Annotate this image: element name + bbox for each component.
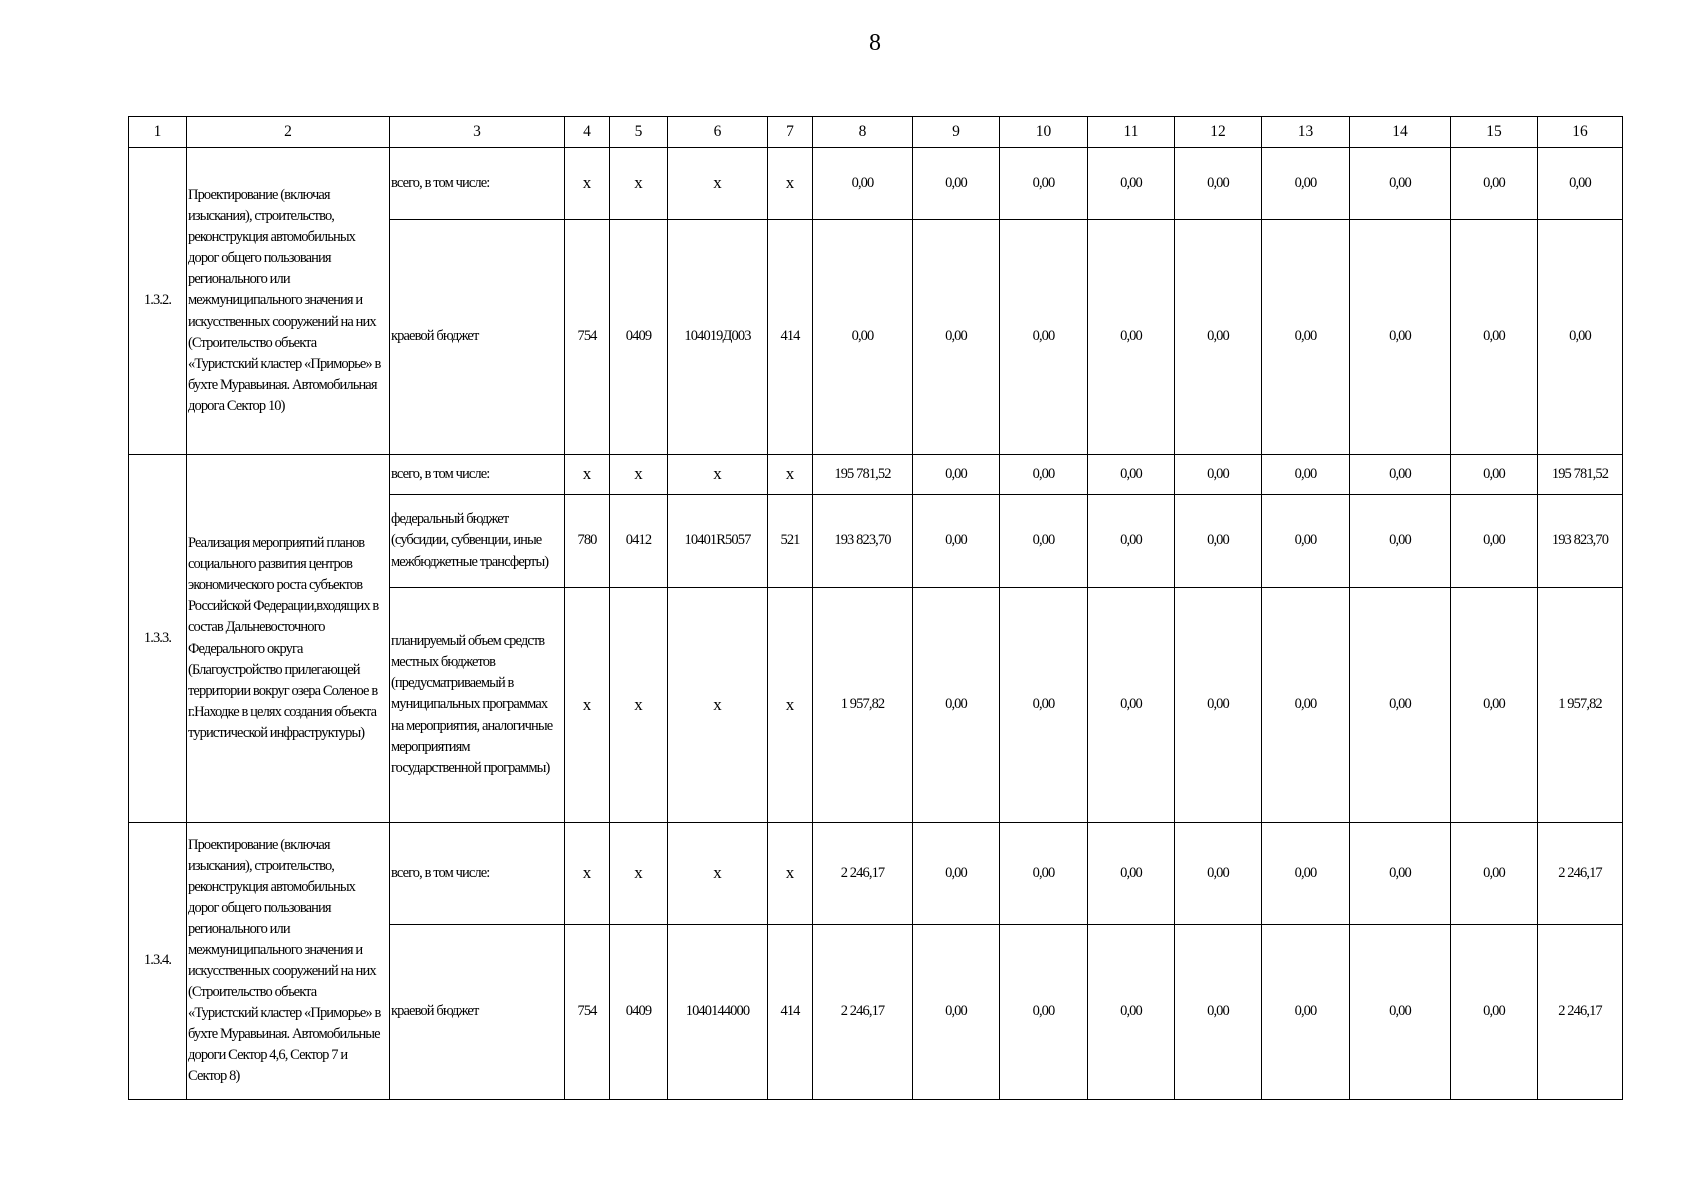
value-cell: 0,00 xyxy=(1451,220,1538,455)
value-cell: 0,00 xyxy=(1451,588,1538,823)
funding-source: федеральный бюджет (субсидии, субвенции, иные межбюджетные трансферты) xyxy=(390,495,565,588)
code-cell: х xyxy=(565,588,610,823)
value-cell: 0,00 xyxy=(1451,455,1538,495)
value-cell: 0,00 xyxy=(1000,588,1088,823)
value-cell: 0,00 xyxy=(1350,495,1451,588)
value-cell: 0,00 xyxy=(1000,823,1088,925)
code-cell: 1040144000 xyxy=(668,925,768,1100)
code-cell: х xyxy=(565,148,610,220)
value-cell: 0,00 xyxy=(1350,455,1451,495)
value-cell: 0,00 xyxy=(1088,588,1175,823)
value-cell: 0,00 xyxy=(913,823,1000,925)
code-cell: х xyxy=(565,823,610,925)
code-cell: х xyxy=(610,823,668,925)
value-cell: 1 957,82 xyxy=(813,588,913,823)
column-number: 9 xyxy=(913,117,1000,148)
budget-table xyxy=(128,116,1623,1100)
funding-source: краевой бюджет xyxy=(390,220,565,455)
row-index: 1.3.3. xyxy=(129,455,187,823)
value-cell: 0,00 xyxy=(1088,148,1175,220)
value-cell: 0,00 xyxy=(1000,925,1088,1100)
funding-source: краевой бюджет xyxy=(390,925,565,1100)
value-cell: 0,00 xyxy=(1175,495,1262,588)
code-cell: х xyxy=(610,455,668,495)
code-cell: х xyxy=(668,455,768,495)
table-row xyxy=(129,455,1623,495)
column-number: 4 xyxy=(565,117,610,148)
column-number: 13 xyxy=(1262,117,1350,148)
value-cell: 0,00 xyxy=(1350,588,1451,823)
code-cell: 10401R5057 xyxy=(668,495,768,588)
value-cell: 0,00 xyxy=(1175,455,1262,495)
value-cell: 0,00 xyxy=(1175,220,1262,455)
value-cell: 0,00 xyxy=(1350,220,1451,455)
code-cell: 780 xyxy=(565,495,610,588)
value-cell: 0,00 xyxy=(1088,495,1175,588)
value-cell: 193 823,70 xyxy=(1538,495,1623,588)
column-number: 1 xyxy=(129,117,187,148)
value-cell: 0,00 xyxy=(913,588,1000,823)
code-cell: х xyxy=(668,588,768,823)
row-index: 1.3.2. xyxy=(129,148,187,455)
column-number: 10 xyxy=(1000,117,1088,148)
value-cell: 0,00 xyxy=(1451,925,1538,1100)
column-number: 7 xyxy=(768,117,813,148)
code-cell: 754 xyxy=(565,925,610,1100)
value-cell: 0,00 xyxy=(1451,148,1538,220)
measure-description: Проектирование (включая изыскания), строительство, реконструкция автомобильных дорог общего пользования регионального или межмуниципального значения и искусственных сооружений на них (Строительство объекта «Туристский кластер «Приморье» в бухте Муравьиная. Автомобильная дорога Сектор 10) xyxy=(187,148,390,455)
measure-description: Проектирование (включая изыскания), строительство, реконструкция автомобильных дорог общего пользования регионального или межмуниципального значения и искусственных сооружений на них (Строительство объекта «Туристский кластер «Приморье» в бухте Муравьиная. Автомобильные дороги Сектор 4,6, Сектор 7 и Сектор 8) xyxy=(187,823,390,1100)
column-number: 8 xyxy=(813,117,913,148)
value-cell: 0,00 xyxy=(1000,148,1088,220)
table-row xyxy=(129,823,1623,925)
value-cell: 0,00 xyxy=(1175,148,1262,220)
value-cell: 0,00 xyxy=(1000,455,1088,495)
column-number: 6 xyxy=(668,117,768,148)
column-number: 14 xyxy=(1350,117,1451,148)
value-cell: 0,00 xyxy=(1088,925,1175,1100)
code-cell: х xyxy=(610,148,668,220)
value-cell: 0,00 xyxy=(1538,148,1623,220)
value-cell: 0,00 xyxy=(1350,148,1451,220)
value-cell: 0,00 xyxy=(913,925,1000,1100)
value-cell: 0,00 xyxy=(913,495,1000,588)
value-cell: 0,00 xyxy=(1175,588,1262,823)
column-number: 15 xyxy=(1451,117,1538,148)
value-cell: 0,00 xyxy=(913,455,1000,495)
code-cell: 0412 xyxy=(610,495,668,588)
value-cell: 2 246,17 xyxy=(1538,925,1623,1100)
value-cell: 0,00 xyxy=(1000,220,1088,455)
value-cell: 0,00 xyxy=(1262,148,1350,220)
code-cell: 414 xyxy=(768,925,813,1100)
code-cell: х xyxy=(668,823,768,925)
value-cell: 195 781,52 xyxy=(1538,455,1623,495)
code-cell: х xyxy=(768,588,813,823)
value-cell: 0,00 xyxy=(1451,495,1538,588)
funding-source: планируемый объем средств местных бюджетов (предусматриваемый в муниципальных программах на мероприятия, аналогичные мероприятиям государственной программы) xyxy=(390,588,565,823)
value-cell: 0,00 xyxy=(1262,455,1350,495)
funding-source: всего, в том числе: xyxy=(390,148,565,220)
measure-description: Реализация мероприятий планов социального развития центров экономического роста субъектов Российской Федерации,входящих в состав Дальневосточного Федерального округа (Благоустройство прилегающей территории вокруг озера Соленое в г.Находке в целях создания объекта туристической инфраструктуры) xyxy=(187,455,390,823)
column-number: 12 xyxy=(1175,117,1262,148)
value-cell: 0,00 xyxy=(1175,823,1262,925)
row-index: 1.3.4. xyxy=(129,823,187,1100)
value-cell: 0,00 xyxy=(913,220,1000,455)
code-cell: 0409 xyxy=(610,925,668,1100)
code-cell: 754 xyxy=(565,220,610,455)
value-cell: 0,00 xyxy=(1350,925,1451,1100)
funding-source: всего, в том числе: xyxy=(390,823,565,925)
code-cell: х xyxy=(668,148,768,220)
value-cell: 1 957,82 xyxy=(1538,588,1623,823)
column-number: 3 xyxy=(390,117,565,148)
column-number: 16 xyxy=(1538,117,1623,148)
funding-source: всего, в том числе: xyxy=(390,455,565,495)
value-cell: 0,00 xyxy=(1350,823,1451,925)
code-cell: 104019Д003 xyxy=(668,220,768,455)
value-cell: 0,00 xyxy=(1262,220,1350,455)
page-number: 8 xyxy=(869,30,881,56)
column-number: 2 xyxy=(187,117,390,148)
code-cell: х xyxy=(565,455,610,495)
value-cell: 0,00 xyxy=(1088,220,1175,455)
code-cell: х xyxy=(768,148,813,220)
value-cell: 0,00 xyxy=(1262,495,1350,588)
value-cell: 2 246,17 xyxy=(813,823,913,925)
value-cell: 0,00 xyxy=(1262,588,1350,823)
code-cell: 414 xyxy=(768,220,813,455)
value-cell: 0,00 xyxy=(813,148,913,220)
value-cell: 0,00 xyxy=(813,220,913,455)
code-cell: х xyxy=(768,823,813,925)
code-cell: х xyxy=(768,455,813,495)
value-cell: 195 781,52 xyxy=(813,455,913,495)
value-cell: 0,00 xyxy=(1000,495,1088,588)
column-number-row xyxy=(129,117,1623,148)
value-cell: 0,00 xyxy=(1451,823,1538,925)
value-cell: 0,00 xyxy=(913,148,1000,220)
code-cell: 0409 xyxy=(610,220,668,455)
table-row xyxy=(129,148,1623,220)
column-number: 5 xyxy=(610,117,668,148)
value-cell: 0,00 xyxy=(1538,220,1623,455)
value-cell: 0,00 xyxy=(1088,823,1175,925)
code-cell: 521 xyxy=(768,495,813,588)
value-cell: 0,00 xyxy=(1088,455,1175,495)
value-cell: 0,00 xyxy=(1175,925,1262,1100)
value-cell: 193 823,70 xyxy=(813,495,913,588)
value-cell: 0,00 xyxy=(1262,925,1350,1100)
value-cell: 2 246,17 xyxy=(1538,823,1623,925)
column-number: 11 xyxy=(1088,117,1175,148)
code-cell: х xyxy=(610,588,668,823)
value-cell: 0,00 xyxy=(1262,823,1350,925)
value-cell: 2 246,17 xyxy=(813,925,913,1100)
